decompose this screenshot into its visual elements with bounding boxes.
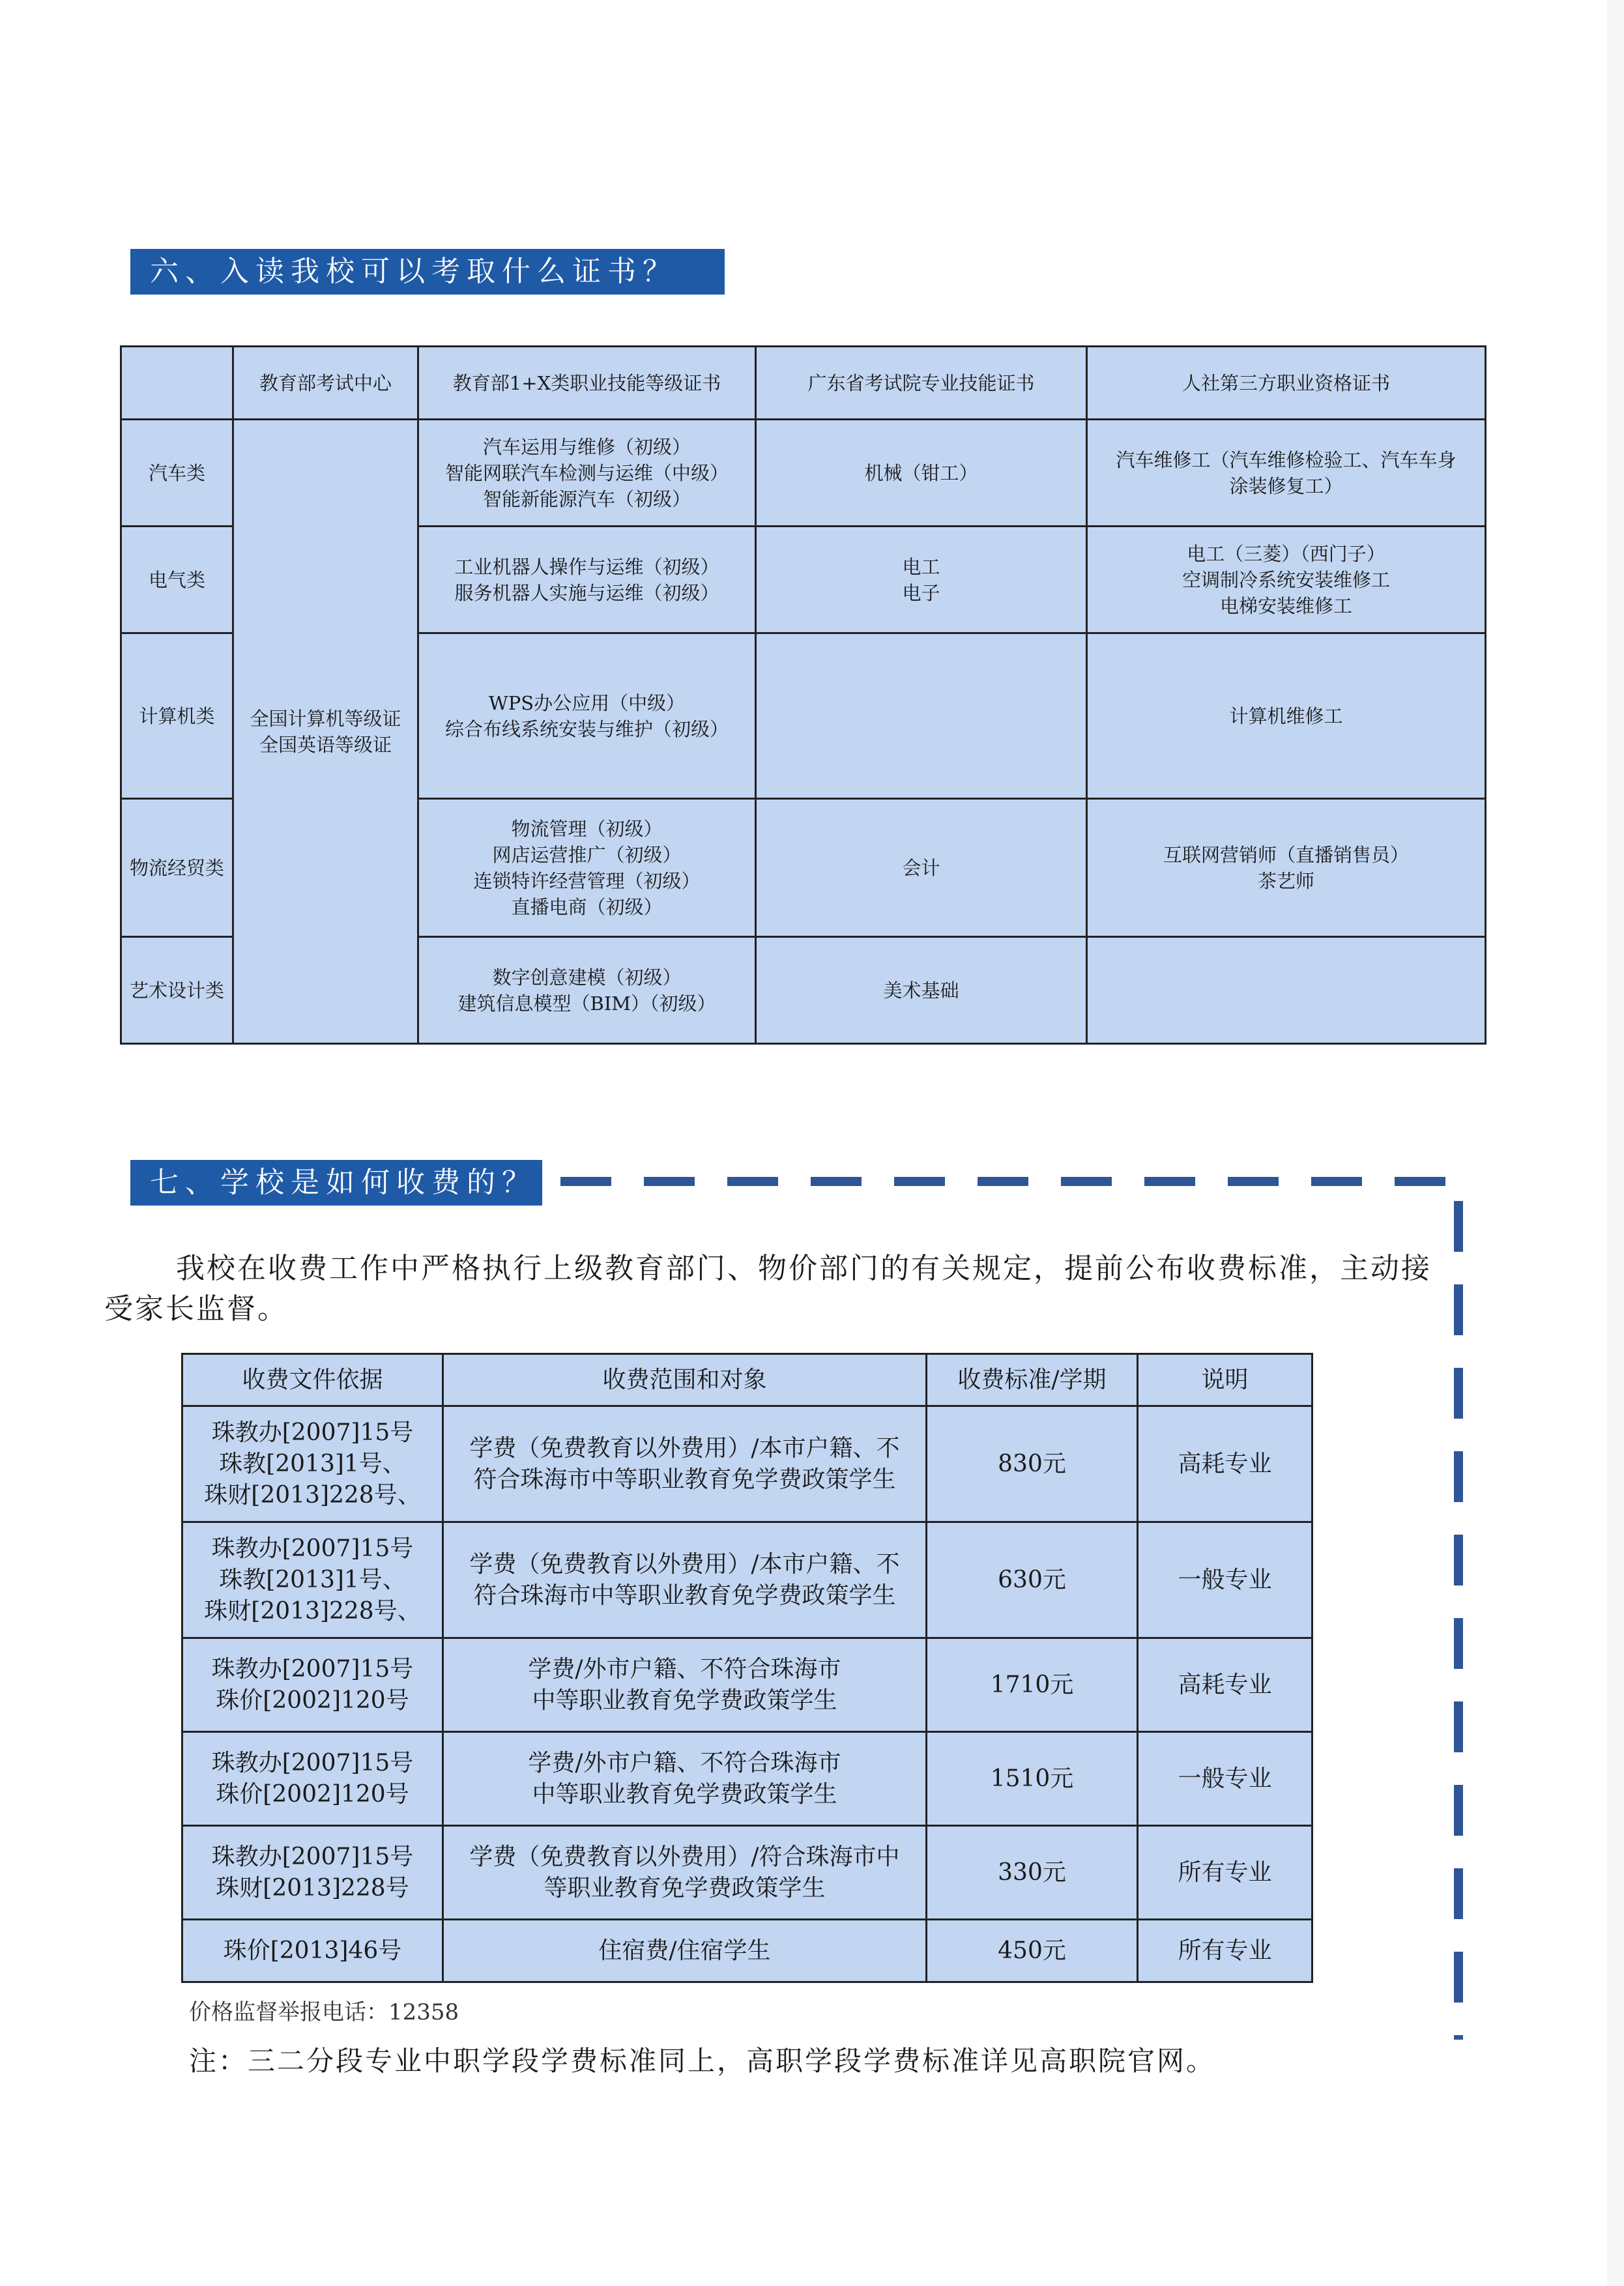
scope-cell [443,1826,927,1920]
cell-line: 网店运营推广（初级） [492,843,682,866]
cell-line: 数字创意建模（初级） [492,966,682,989]
cell-line: 学费/外市户籍、不符合珠海市 [528,1749,841,1776]
fee-cell: 1710元 [927,1638,1138,1732]
category-cell: 汽车类 [121,420,233,527]
header-cell: 收费标准/学期 [927,1354,1138,1406]
header-cell: 教育部考试中心 [233,347,418,420]
gd-cert-cell [756,420,1087,527]
cell-line: 珠教办[2007]15号 [211,1419,414,1446]
fee-cell: 450元 [927,1920,1138,1982]
cell-line: 计算机维修工 [1229,704,1343,727]
certificate-header-row [121,347,1486,420]
basis-cell [182,1920,443,1982]
rs-cert-cell [1087,527,1486,633]
cell-line: 珠教办[2007]15号 [211,1535,414,1562]
cell-line: 电梯安装维修工 [1219,594,1352,617]
header-cell [121,347,233,420]
note-cell: 高耗专业 [1138,1406,1312,1522]
page-edge-strip [1607,0,1624,2286]
cell-line: 直播电商（初级） [511,895,663,918]
fee-intro-text: 我校在收费工作中严格执行上级教育部门、物价部门的有关规定，提前公布收费标准，主动接受家长监督。 [104,1252,1432,1325]
fee-row [182,1920,1312,1982]
gd-cert-cell [756,527,1087,633]
cell-line: 等职业教育免学费政策学生 [544,1874,826,1902]
section-6-title: 六、入读我校可以考取什么证书？ [130,249,725,295]
cell-line: 中等职业教育免学费政策学生 [532,1780,837,1808]
fee-cell: 830元 [927,1406,1138,1522]
certificate-table [120,345,1486,1045]
header-cell: 收费文件依据 [182,1354,443,1406]
scope-cell [443,1732,927,1826]
header-cell: 收费范围和对象 [443,1354,927,1406]
price-hotline: 价格监督举报电话：12358 [189,1999,459,2025]
section-7-title: 七、学校是如何收费的？ [130,1160,542,1206]
fee-row [182,1638,1312,1732]
cell-line: 珠价[2013]46号 [223,1937,402,1964]
cell-line: 珠财[2013]228号、 [204,1481,421,1509]
cell-line: 电工 [902,555,940,578]
fee-header-row [182,1354,1312,1406]
cell-line: 珠教办[2007]15号 [211,1655,414,1683]
category-cell: 计算机类 [121,633,233,799]
cell-line: 互联网营销师（直播销售员） [1163,843,1409,866]
scope-cell [443,1522,927,1638]
cell-line: 建筑信息模型（BIM）（初级） [457,992,716,1015]
cell-line: 会计 [902,856,940,879]
cell-line: WPS办公应用（中级） [488,691,686,714]
fee-row [182,1826,1312,1920]
header-cell: 教育部1+X类职业技能等级证书 [418,347,756,420]
category-cell: 物流经贸类 [121,799,233,937]
cell-line: 机械（钳工） [864,461,978,484]
footnote: 注：三二分段专业中职学段学费标准同上，高职学段学费标准详见高职院官网。 [189,2045,1216,2077]
cell-line: 工业机器人操作与运维（初级） [454,555,719,578]
x-cert-cell [418,527,756,633]
cell-line: 学费（免费教育以外费用）/符合珠海市中 [469,1843,900,1870]
cell-line: 智能网联汽车检测与运维（中级） [444,461,729,484]
cell-line: 珠教办[2007]15号 [211,1749,414,1776]
fee-row [182,1732,1312,1826]
fee-intro [104,1249,1453,1329]
cell-line: 连锁特许经营管理（初级） [473,869,701,892]
note-cell: 一般专业 [1138,1522,1312,1638]
cell-line: 涂装修复工） [1229,474,1343,497]
header-cell: 说明 [1138,1354,1312,1406]
cell-line: 中等职业教育免学费政策学生 [532,1686,837,1714]
cell-line: 珠教[2013]1号、 [219,1566,406,1593]
cell-line: 美术基础 [883,979,959,1002]
basis-cell [182,1522,443,1638]
scope-cell [443,1638,927,1732]
cell-line: 珠财[2013]228号 [216,1874,409,1902]
basis-cell [182,1732,443,1826]
note-cell: 所有专业 [1138,1920,1312,1982]
basis-cell [182,1826,443,1920]
rs-cert-cell [1087,937,1486,1044]
basis-cell [182,1406,443,1522]
rs-cert-cell [1087,633,1486,799]
cell-line: 物流管理（初级） [511,817,663,840]
cell-line: 珠财[2013]228号、 [204,1597,421,1625]
basis-cell [182,1638,443,1732]
category-cell: 电气类 [121,527,233,633]
x-cert-cell [418,633,756,799]
x-cert-cell [418,937,756,1044]
cell-line: 学费（免费教育以外费用）/本市户籍、不 [469,1434,900,1462]
gd-cert-cell [756,633,1087,799]
category-cell: 艺术设计类 [121,937,233,1044]
cell-line: 服务机器人实施与运维（初级） [454,581,719,604]
scope-cell [443,1920,927,1982]
cell-line: 学费/外市户籍、不符合珠海市 [528,1655,841,1683]
cell-line: 住宿费/住宿学生 [598,1937,771,1964]
note-cell: 高耗专业 [1138,1638,1312,1732]
cell-line: 茶艺师 [1257,869,1314,892]
note-cell: 所有专业 [1138,1826,1312,1920]
cell-line: 空调制冷系统安装维修工 [1182,568,1390,591]
shared-cert-cell [233,420,418,1044]
fee-cell: 1510元 [927,1732,1138,1826]
gd-cert-cell [756,799,1087,937]
cell-line: 珠价[2002]120号 [216,1686,409,1714]
x-cert-cell [418,420,756,527]
rs-cert-cell [1087,420,1486,527]
cell-line: 全国计算机等级证 [250,707,401,730]
rs-cert-cell [1087,799,1486,937]
cell-line: 汽车运用与维修（初级） [482,435,691,458]
cell-line: 综合布线系统安装与维护（初级） [444,717,729,740]
cell-line: 学费（免费教育以外费用）/本市户籍、不 [469,1550,900,1578]
header-cell: 广东省考试院专业技能证书 [756,347,1087,420]
cell-line: 全国英语等级证 [259,733,392,756]
cell-line: 珠教办[2007]15号 [211,1843,414,1870]
fee-table [181,1353,1313,1983]
fee-cell: 630元 [927,1522,1138,1638]
cell-line: 符合珠海市中等职业教育免学费政策学生 [473,1466,896,1493]
fee-cell: 330元 [927,1826,1138,1920]
cell-line: 符合珠海市中等职业教育免学费政策学生 [473,1582,896,1609]
header-cell: 人社第三方职业资格证书 [1087,347,1486,420]
x-cert-cell [418,799,756,937]
cell-line: 珠教[2013]1号、 [219,1450,406,1477]
cell-line: 电子 [902,581,940,604]
gd-cert-cell [756,937,1087,1044]
cell-line: 智能新能源汽车（初级） [482,487,691,510]
cell-line: 珠价[2002]120号 [216,1780,409,1808]
cell-line: 电工（三菱）（西门子） [1187,542,1385,565]
certificate-row [121,420,1486,527]
fee-row [182,1522,1312,1638]
note-cell: 一般专业 [1138,1732,1312,1826]
scope-cell [443,1406,927,1522]
cell-line: 汽车维修工（汽车维修检验工、汽车车身 [1116,448,1457,471]
fee-row [182,1406,1312,1522]
